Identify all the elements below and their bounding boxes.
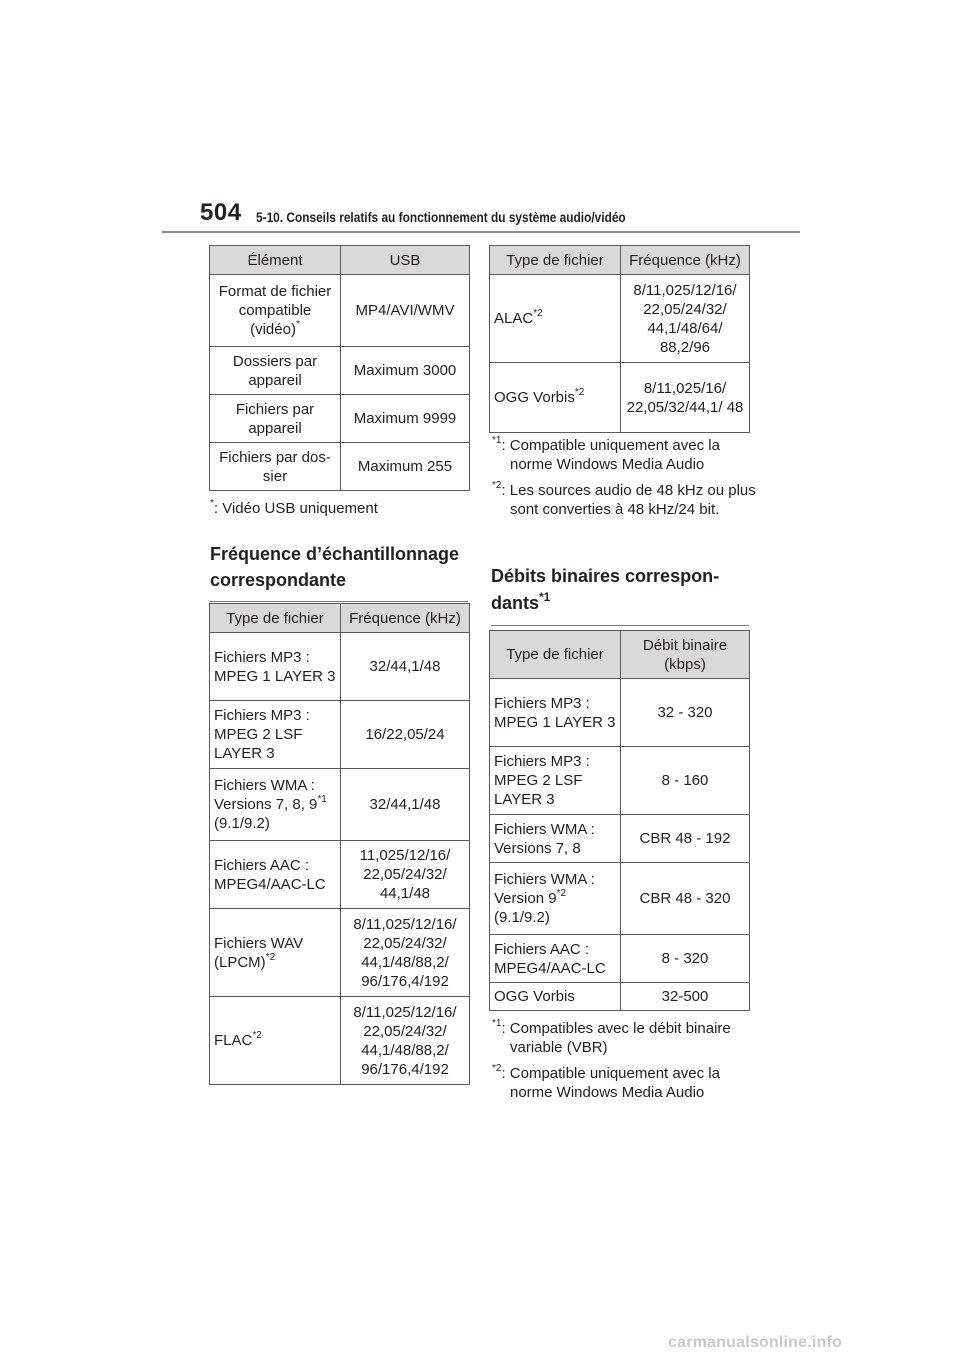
table-header-cell: Élément: [210, 246, 341, 275]
table-cell: Fichiers AAC : MPEG4/AAC-LC: [490, 935, 621, 983]
table-cell: CBR 48 - 192: [621, 815, 750, 863]
page-number: 504: [200, 199, 242, 226]
table-row: [210, 395, 470, 443]
table-cell: Fichiers par dos-sier: [210, 443, 341, 491]
table-row: [490, 815, 750, 863]
table-cell: 32/44,1/48: [341, 769, 470, 841]
sampling-frequency-table-continued: [489, 245, 750, 433]
section-heading: Fréquence d’échantillonnage correspondante: [210, 541, 468, 602]
table-cell: Format de fichier compatible (vidéo)*: [210, 275, 341, 347]
table-header-cell: Type de fichier: [490, 631, 621, 679]
table-cell: Maximum 255: [341, 443, 470, 491]
table-header-cell: Fréquence (kHz): [621, 246, 750, 275]
table-row: [490, 363, 750, 433]
table-cell: 32-500: [621, 983, 750, 1011]
footnote: $^{*1}$: Compatibles avec le débit binaire variable (VBR): [492, 1018, 731, 1056]
watermark: carmanualsonline.info: [668, 1334, 843, 1351]
table-cell: Fichiers AAC : MPEG4/AAC-LC: [210, 841, 341, 909]
section-heading: Débits binaires correspon-dants$^{*1}$: [491, 563, 749, 626]
table-cell: Fichiers MP3 : MPEG 1 LAYER 3: [210, 633, 341, 701]
table-cell: FLAC$^{*2}$: [210, 997, 341, 1085]
table-row: [490, 747, 750, 815]
bitrate-table: [489, 630, 750, 1011]
table-cell: 11,025/12/16/ 22,05/24/32/ 44,1/48: [341, 841, 470, 909]
table-row: [490, 935, 750, 983]
table-cell: 8/11,025/16/ 22,05/32/44,1/ 48: [621, 363, 750, 433]
header-rule: [162, 231, 800, 233]
table-cell: 16/22,05/24: [341, 701, 470, 769]
table-cell: Fichiers WMA : Versions 7, 8: [490, 815, 621, 863]
footnote: *: Vidéo USB uniquement: [210, 498, 378, 517]
table-header-cell: USB: [341, 246, 470, 275]
table-cell: Fichiers WMA : Versions 7, 8, 9$^{*1}$ (9.1/9.2): [210, 769, 341, 841]
table-row: [210, 275, 470, 347]
table-cell: 32/44,1/48: [341, 633, 470, 701]
table-cell: Fichiers WMA : Version 9$^{*2}$ (9.1/9.2): [490, 863, 621, 935]
table-cell: 8/11,025/12/16/ 22,05/24/32/ 44,1/48/64/ 88,2/96: [621, 275, 750, 363]
table-cell: 8 - 320: [621, 935, 750, 983]
table-row: [490, 679, 750, 747]
table-cell: Fichiers MP3 : MPEG 2 LSF LAYER 3: [210, 701, 341, 769]
table-cell: 32 - 320: [621, 679, 750, 747]
table-cell: 8 - 160: [621, 747, 750, 815]
table-cell: Fichiers WAV (LPCM)$^{*2}$: [210, 909, 341, 997]
table-row: [210, 701, 470, 769]
table-cell: ALAC$^{*2}$: [490, 275, 621, 363]
footnote: $^{*2}$: Les sources audio de 48 kHz ou plus sont converties à 48 kHz/24 bit.: [492, 480, 756, 518]
table-row: [210, 997, 470, 1085]
table-cell: 8/11,025/12/16/ 22,05/24/32/ 44,1/48/88,2/ 96/176,4/192: [341, 909, 470, 997]
table-row: [490, 983, 750, 1011]
table-cell: Fichiers MP3 : MPEG 2 LSF LAYER 3: [490, 747, 621, 815]
table-row: [490, 275, 750, 363]
section-title: 5-10. Conseils relatifs au fonctionnement du système audio/vidéo: [256, 210, 626, 225]
table-row: [210, 347, 470, 395]
table-cell: MP4/AVI/WMV: [341, 275, 470, 347]
table-cell: Fichiers par appareil: [210, 395, 341, 443]
table-cell: OGG Vorbis$^{*2}$: [490, 363, 621, 433]
table-cell: CBR 48 - 320: [621, 863, 750, 935]
table-cell: Fichiers MP3 : MPEG 1 LAYER 3: [490, 679, 621, 747]
table-row: [210, 909, 470, 997]
table-row: [210, 443, 470, 491]
table-header-cell: Débit binaire (kbps): [621, 631, 750, 679]
table-header-cell: Fréquence (kHz): [341, 604, 470, 633]
sampling-frequency-table: [209, 603, 470, 1085]
usb-video-table: [209, 245, 470, 491]
table-row: [210, 633, 470, 701]
table-cell: OGG Vorbis: [490, 983, 621, 1011]
table-cell: 8/11,025/12/16/ 22,05/24/32/ 44,1/48/88,2/ 96/176,4/192: [341, 997, 470, 1085]
table-row: [490, 863, 750, 935]
table-cell: Dossiers par appareil: [210, 347, 341, 395]
footnote: $^{*1}$: Compatible uniquement avec la norme Windows Media Audio: [492, 435, 720, 473]
table-cell: Maximum 3000: [341, 347, 470, 395]
table-cell: Maximum 9999: [341, 395, 470, 443]
table-row: [210, 769, 470, 841]
table-header-cell: Type de fichier: [210, 604, 341, 633]
table-row: [210, 841, 470, 909]
table-header-cell: Type de fichier: [490, 246, 621, 275]
footnote: $^{*2}$: Compatible uniquement avec la norme Windows Media Audio: [492, 1063, 720, 1101]
